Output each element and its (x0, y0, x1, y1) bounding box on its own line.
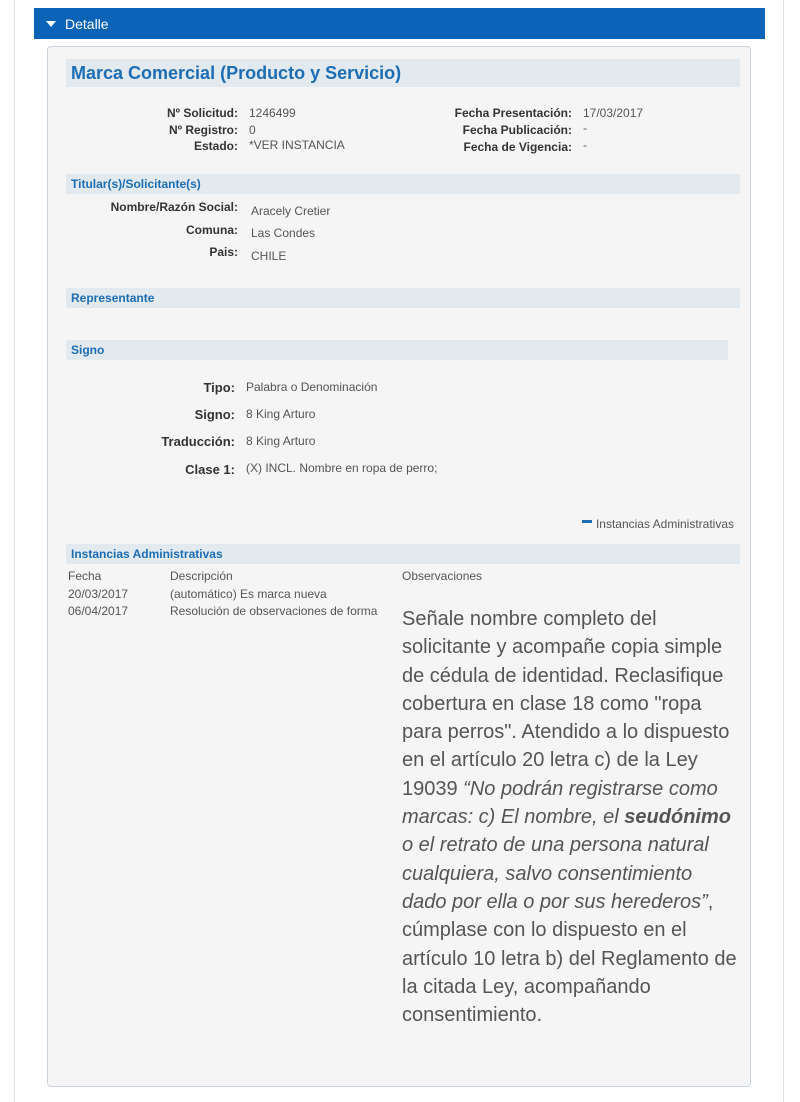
signo-section-title: Signo (71, 343, 105, 357)
page-title: Marca Comercial (Producto y Servicio) (71, 62, 402, 83)
clase-value: (X) INCL. Nombre en ropa de perro; (246, 461, 438, 475)
signo-label: Signo: (194, 407, 235, 422)
signo-value: 8 King Arturo (246, 407, 316, 421)
publicacion-label: Fecha Publicación: (462, 123, 572, 137)
instancias-section-title: Instancias Administrativas (71, 547, 223, 561)
detail-panel (47, 46, 751, 1087)
publicacion-value: - (583, 121, 587, 135)
instancias-toggle-link[interactable] (582, 517, 734, 531)
tipo-label: Tipo: (203, 380, 235, 395)
nombre-label: Nombre/Razón Social: (110, 200, 238, 214)
page-border-right (783, 0, 784, 1102)
obs-part2: , cúmplase con lo dispuesto en el artículo 10 letra b) del Reglamento de la citada Ley, acompañando consentimiento. (402, 890, 737, 1027)
detalle-header-label: Detalle (65, 15, 109, 32)
estado-label: Estado: (193, 139, 238, 153)
observaciones-text (402, 605, 738, 1029)
estado-value: *VER INSTANCIA (249, 138, 345, 152)
pais-label: Pais: (209, 245, 238, 259)
instancias-section-bar (66, 544, 740, 564)
pais-value: CHILE (251, 249, 287, 263)
row1-fecha: 20/03/2017 (68, 587, 129, 601)
obs-quote-b: o el retrato de una persona natural cualquiera, salvo consentimiento dado por ella o por sus herederos” (402, 834, 709, 913)
traduccion-label: Traducción: (161, 434, 235, 449)
row2-descripcion: Resolución de observaciones de forma (170, 604, 378, 618)
detalle-header[interactable] (34, 8, 765, 39)
representante-section-title: Representante (71, 291, 155, 305)
comuna-label: Comuna: (186, 223, 238, 237)
titular-section-bar (66, 174, 740, 194)
registro-value: 0 (249, 123, 256, 137)
obs-part1: Señale nombre completo del solicitante y acompañe copia simple de cédula de identidad. Reclasifique cobertura en clase 18 como "ropa para perros". Atendido a lo dispuesto en el artículo 20 letra c) de la Ley 19039 (402, 608, 730, 800)
titular-section-title: Titular(s)/Solicitante(s) (71, 177, 201, 191)
instancias-toggle-label: Instancias Administrativas (595, 517, 734, 531)
solicitud-value: 1246499 (249, 106, 296, 120)
title-bar (66, 59, 740, 87)
page-border-left (14, 0, 15, 1102)
presentacion-value: 17/03/2017 (583, 106, 644, 120)
vigencia-value: - (583, 138, 587, 152)
signo-section-bar (66, 340, 728, 360)
col-fecha-header: Fecha (68, 569, 102, 583)
caret-down-icon (46, 21, 56, 27)
comuna-value: Las Condes (251, 226, 316, 240)
vigencia-label: Fecha de Vigencia: (463, 140, 572, 154)
tipo-value: Palabra o Denominación (246, 380, 378, 394)
row2-fecha: 06/04/2017 (68, 604, 129, 618)
obs-quote-a: “No podrán registrarse como marcas: c) El nombre, el (402, 777, 718, 829)
obs-quote-bold: seudónimo (624, 806, 731, 829)
minus-icon (582, 520, 592, 523)
solicitud-label: Nº Solicitud: (166, 106, 238, 120)
representante-section-bar (66, 288, 740, 308)
col-descripcion-header: Descripción (170, 569, 233, 583)
traduccion-value: 8 King Arturo (246, 434, 316, 448)
nombre-value: Aracely Cretier (251, 204, 331, 218)
col-observaciones-header: Observaciones (402, 569, 483, 583)
registro-label: Nº Registro: (168, 123, 238, 137)
clase-label: Clase 1: (185, 462, 235, 477)
presentacion-label: Fecha Presentación: (454, 106, 572, 120)
row1-descripcion: (automático) Es marca nueva (170, 587, 327, 601)
